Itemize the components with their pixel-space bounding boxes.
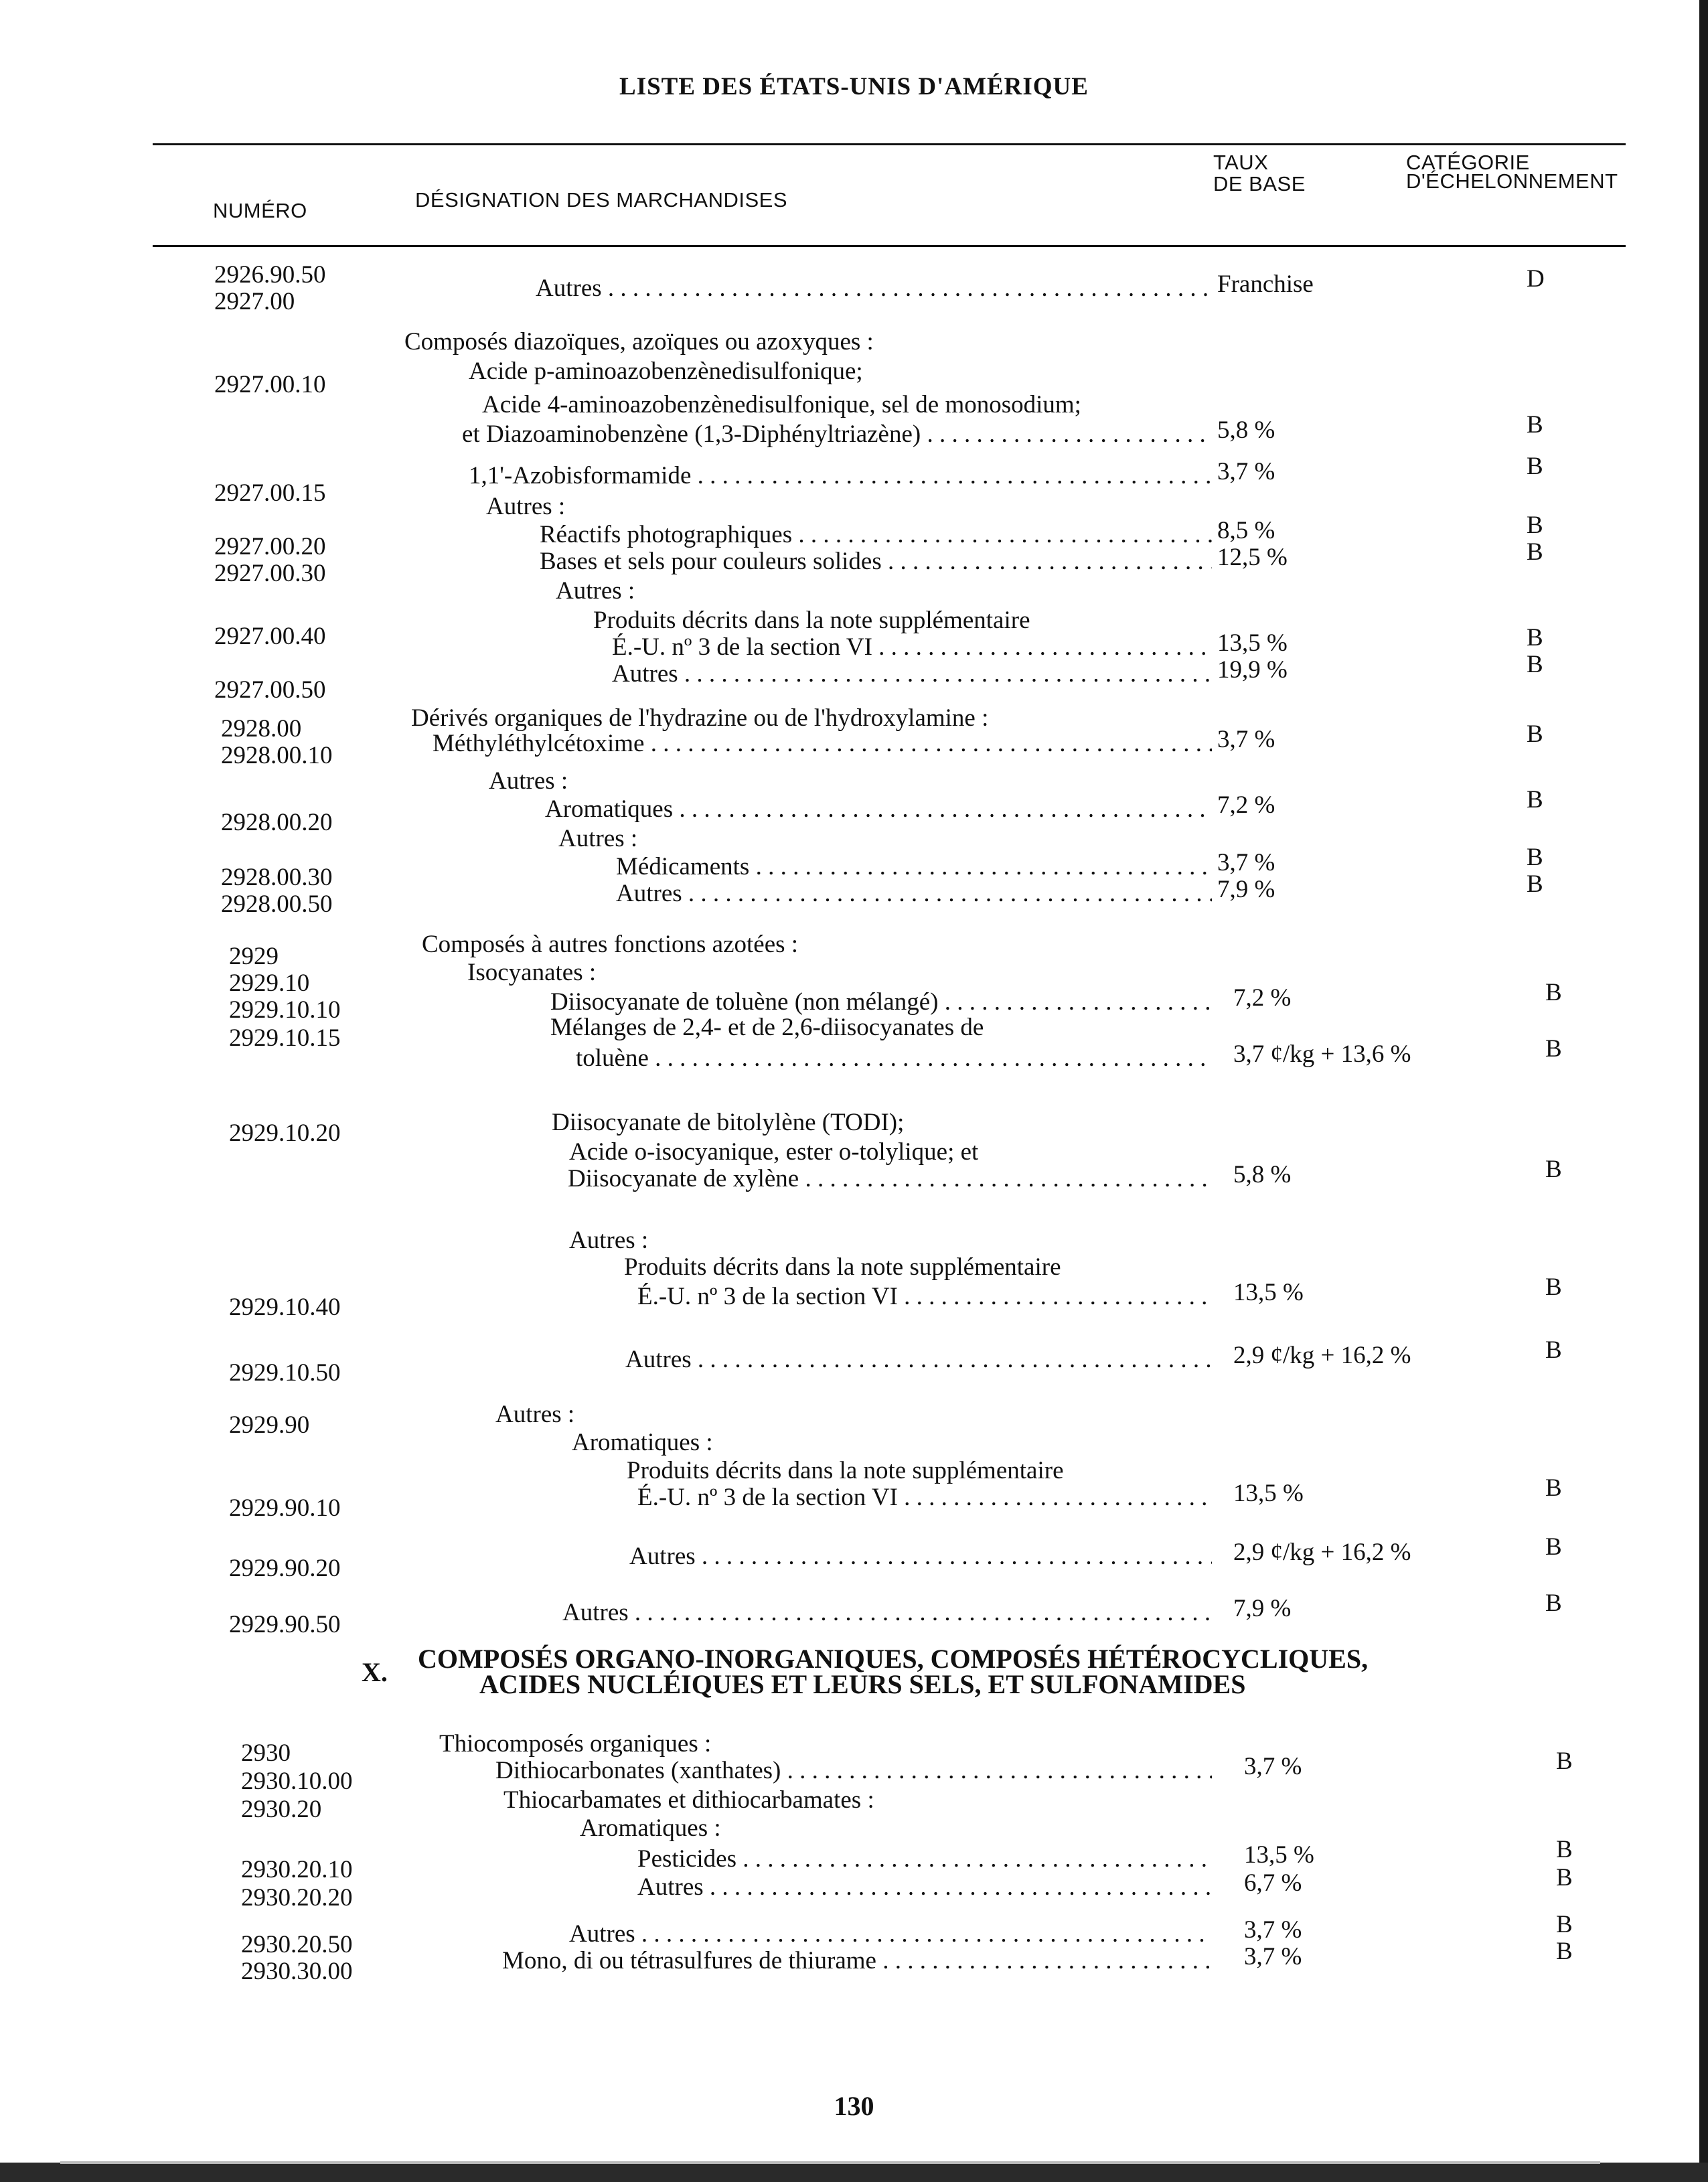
staging-category: B (1556, 1864, 1573, 1891)
tariff-number: 2927.00 (214, 288, 295, 315)
description-text: Acide 4-aminoazobenzènedisulfonique, sel de monosodium; (482, 391, 1081, 418)
goods-description (569, 1920, 1212, 1948)
goods-description (540, 521, 1212, 549)
goods-description (593, 607, 1030, 635)
goods-description (572, 1429, 713, 1457)
description-text: É.-U. nº 3 de la section VI (637, 1484, 898, 1511)
description-text: Autres (616, 880, 682, 907)
base-rate: 3,7 % (1244, 1916, 1302, 1944)
description-text: Mono, di ou tétrasulfures de thiurame (502, 1947, 876, 1974)
dot-leader (691, 462, 1212, 489)
base-rate: 3,7 % (1217, 726, 1275, 753)
staging-category: B (1545, 1035, 1562, 1063)
dot-leader (749, 853, 1212, 880)
staging-category: B (1527, 651, 1543, 678)
staging-category: B (1527, 538, 1543, 566)
dot-leader (882, 548, 1212, 575)
base-rate: 19,9 % (1217, 656, 1288, 684)
goods-description (489, 767, 568, 795)
description-text: Aromatiques (545, 795, 674, 823)
goods-description (469, 462, 1212, 490)
staging-category: B (1527, 870, 1543, 898)
dot-leader (898, 1283, 1212, 1310)
base-rate: 3,7 ¢/kg + 13,6 % (1233, 1040, 1411, 1068)
staging-category: B (1556, 1911, 1573, 1938)
description-text: et Diazoaminobenzène (1,3-Diphényltriazène) (462, 420, 921, 448)
tariff-number: 2929.90 (229, 1411, 310, 1439)
tariff-number: 2929.90.50 (229, 1611, 341, 1638)
tariff-number: 2930.20.10 (241, 1856, 353, 1883)
dot-leader (799, 1165, 1212, 1192)
dot-leader (736, 1845, 1212, 1873)
tariff-number: 2928.00 (221, 715, 302, 743)
tariff-number: 2929.10.40 (229, 1294, 341, 1321)
goods-description (637, 1484, 1212, 1512)
dot-leader (649, 1044, 1212, 1072)
description-text: Mélanges de 2,4- et de 2,6-diisocyanates de (550, 1014, 984, 1041)
page-edge-bottom (0, 2163, 1708, 2182)
tariff-number: 2930.20.50 (241, 1931, 353, 1958)
dot-leader (682, 880, 1212, 907)
description-text: É.-U. nº 3 de la section VI (637, 1283, 898, 1310)
staging-category: B (1556, 1938, 1573, 1965)
base-rate: 3,7 % (1244, 1943, 1302, 1970)
goods-description (562, 1599, 1212, 1627)
description-text: Autres : (556, 577, 635, 605)
base-rate: 6,7 % (1244, 1869, 1302, 1897)
description-text: Autres (637, 1873, 704, 1901)
goods-description (495, 1757, 1212, 1785)
tariff-number: 2927.00.15 (214, 479, 326, 507)
dot-leader (872, 633, 1212, 661)
dot-leader (792, 521, 1212, 548)
tariff-number: 2929.10.15 (229, 1024, 341, 1052)
tariff-number: 2928.00.30 (221, 864, 333, 891)
goods-description (502, 1947, 1212, 1975)
goods-description (569, 1138, 978, 1166)
base-rate: 2,9 ¢/kg + 16,2 % (1233, 1539, 1411, 1566)
dot-leader (921, 420, 1212, 448)
column-header-categorie-line1: CATÉGORIE (1406, 151, 1530, 174)
base-rate: 13,5 % (1233, 1480, 1304, 1507)
section-title-line1: COMPOSÉS ORGANO-INORGANIQUES, COMPOSÉS HÉTÉROCYCLIQUES, (418, 1644, 1369, 1674)
dot-leader (629, 1599, 1212, 1626)
staging-category: D (1527, 265, 1545, 293)
description-text: Médicaments (616, 853, 750, 880)
goods-description (486, 493, 565, 521)
staging-category: B (1545, 979, 1562, 1006)
goods-description (569, 1227, 648, 1255)
description-text: Bases et sels pour couleurs solides (540, 548, 882, 575)
goods-description (616, 880, 1212, 908)
description-text: Dérivés organiques de l'hydrazine ou de l'hydroxylamine : (411, 704, 989, 732)
goods-description (616, 853, 1212, 881)
description-text: Autres (536, 275, 602, 302)
base-rate: 8,5 % (1217, 517, 1275, 544)
section-title-line2: ACIDES NUCLÉIQUES ET LEURS SELS, ET SULFONAMIDES (479, 1669, 1246, 1699)
goods-description (637, 1873, 1212, 1901)
dot-leader (673, 795, 1212, 823)
tariff-number: 2928.00.20 (221, 809, 333, 836)
dot-leader (898, 1484, 1212, 1511)
tariff-number: 2929.10.50 (229, 1359, 341, 1387)
tariff-number: 2929.10.20 (229, 1119, 341, 1147)
base-rate: 3,7 % (1244, 1753, 1302, 1780)
tariff-number: 2927.00.30 (214, 560, 326, 587)
description-text: Réactifs photographiques (540, 521, 793, 548)
base-rate: 7,2 % (1233, 984, 1292, 1012)
description-text: Autres : (569, 1227, 649, 1254)
goods-description (467, 959, 596, 987)
goods-description (568, 1165, 1212, 1193)
staging-category: B (1545, 1589, 1562, 1617)
section-label: X. (362, 1657, 388, 1687)
description-text: Autres (569, 1920, 635, 1948)
description-text: toluène (576, 1044, 649, 1072)
dot-leader (644, 730, 1212, 757)
goods-description (550, 988, 1212, 1016)
tariff-number: 2930.30.00 (241, 1958, 353, 1985)
page-edge-right (1699, 0, 1708, 2182)
tariff-number: 2930.10.00 (241, 1768, 353, 1795)
column-header-categorie-line2: D'ÉCHELONNEMENT (1406, 169, 1618, 193)
goods-description (503, 1786, 874, 1814)
staging-category: B (1556, 1747, 1573, 1775)
staging-category: B (1527, 786, 1543, 813)
tariff-number: 2930.20 (241, 1796, 322, 1823)
tariff-number: 2927.00.10 (214, 371, 326, 398)
base-rate: 3,7 % (1217, 458, 1275, 485)
goods-description (637, 1283, 1212, 1311)
tariff-number: 2929.10 (229, 969, 310, 997)
description-text: Thiocarbamates et dithiocarbamates : (503, 1786, 874, 1814)
description-text: Autres : (558, 825, 638, 852)
tariff-number: 2928.00.50 (221, 890, 333, 918)
goods-description (536, 275, 1212, 303)
goods-description (552, 1109, 904, 1137)
base-rate: 3,7 % (1217, 849, 1275, 876)
description-text: Produits décrits dans la note supplémentaire (593, 607, 1030, 634)
description-text: Isocyanates : (467, 959, 597, 986)
page-title: LISTE DES ÉTATS-UNIS D'AMÉRIQUE (619, 73, 1089, 100)
goods-description (422, 931, 798, 959)
base-rate: 2,9 ¢/kg + 16,2 % (1233, 1342, 1411, 1369)
base-rate: 7,2 % (1217, 791, 1275, 819)
staging-category: B (1545, 1474, 1562, 1502)
goods-description (404, 328, 874, 356)
dot-leader (692, 1346, 1212, 1373)
description-text: Dithiocarbonates (xanthates) (495, 1757, 781, 1784)
goods-description (433, 730, 1212, 758)
staging-category: B (1527, 453, 1543, 480)
description-text: É.-U. nº 3 de la section VI (612, 633, 872, 661)
description-text: Produits décrits dans la note supplémentaire (627, 1457, 1064, 1484)
description-text: Autres (612, 660, 678, 688)
description-text: Autres : (486, 493, 566, 520)
base-rate: 5,8 % (1233, 1161, 1292, 1188)
goods-description (545, 795, 1212, 824)
dot-leader (876, 1947, 1212, 1974)
staging-category: B (1556, 1836, 1573, 1863)
goods-description (439, 1730, 711, 1758)
tariff-number: 2929.90.10 (229, 1494, 341, 1522)
tariff-number: 2929.90.20 (229, 1555, 341, 1582)
goods-description (637, 1845, 1212, 1873)
base-rate: 13,5 % (1217, 629, 1288, 657)
page-number: 130 (834, 2091, 874, 2121)
tariff-number: 2929 (229, 943, 279, 970)
column-header-designation: DÉSIGNATION DES MARCHANDISES (415, 188, 788, 212)
tariff-number: 2926.90.50 (214, 261, 326, 289)
description-text: Autres (625, 1346, 692, 1373)
description-text: Autres (562, 1599, 629, 1626)
tariff-number: 2930.20.20 (241, 1884, 353, 1912)
goods-description (629, 1543, 1212, 1571)
goods-description (411, 704, 988, 732)
base-rate: 12,5 % (1217, 544, 1288, 571)
dot-leader (704, 1873, 1212, 1901)
goods-description (469, 358, 863, 386)
tariff-number: 2929.10.10 (229, 996, 341, 1024)
goods-description (624, 1253, 1061, 1281)
staging-category: B (1527, 411, 1543, 439)
base-rate: 7,9 % (1233, 1595, 1292, 1622)
staging-category: B (1527, 844, 1543, 871)
goods-description (540, 548, 1212, 576)
base-rate: 13,5 % (1244, 1841, 1314, 1869)
staging-category: B (1545, 1533, 1562, 1561)
base-rate: Franchise (1217, 270, 1314, 298)
goods-description (580, 1814, 721, 1843)
column-header-taux-line2: DE BASE (1213, 172, 1306, 196)
staging-category: B (1527, 624, 1543, 651)
base-rate: 5,8 % (1217, 416, 1275, 444)
staging-category: B (1545, 1156, 1562, 1183)
goods-description (576, 1044, 1212, 1073)
description-text: Méthyléthylcétoxime (433, 730, 645, 757)
staging-category: B (1545, 1336, 1562, 1364)
column-header-numero: NUMÉRO (213, 199, 307, 222)
dot-leader (696, 1543, 1212, 1570)
description-text: Autres : (495, 1401, 575, 1428)
goods-description (495, 1401, 574, 1429)
description-text: Aromatiques : (572, 1429, 713, 1456)
description-text: Pesticides (637, 1845, 736, 1873)
tariff-number: 2927.00.20 (214, 533, 326, 560)
base-rate: 7,9 % (1217, 876, 1275, 903)
dot-leader (781, 1757, 1212, 1784)
goods-description (556, 577, 635, 605)
goods-description (627, 1457, 1064, 1485)
dot-leader (678, 660, 1212, 688)
goods-description (558, 825, 637, 853)
tariff-number: 2927.00.50 (214, 676, 326, 704)
staging-category: B (1527, 720, 1543, 748)
staging-category: B (1545, 1273, 1562, 1301)
description-text: Acide o-isocyanique, ester o-tolylique; et (569, 1138, 979, 1166)
description-text: Autres : (489, 767, 568, 795)
description-text: Produits décrits dans la note supplémentaire (624, 1253, 1061, 1281)
goods-description (612, 660, 1212, 688)
base-rate: 13,5 % (1233, 1279, 1304, 1306)
goods-description (612, 633, 1212, 661)
staging-category: B (1527, 512, 1543, 539)
tariff-number: 2930 (241, 1739, 291, 1767)
description-text: Aromatiques : (580, 1814, 721, 1842)
goods-description (625, 1346, 1212, 1374)
description-text: Composés diazoïques, azoïques ou azoxyques : (404, 328, 874, 356)
dot-leader (635, 1920, 1212, 1948)
tariff-number: 2927.00.40 (214, 623, 326, 650)
tariff-number: 2928.00.10 (221, 742, 333, 769)
description-text: 1,1'-Azobisformamide (469, 462, 692, 489)
description-text: Acide p-aminoazobenzènedisulfonique; (469, 358, 863, 385)
dot-leader (938, 988, 1212, 1016)
description-text: Diisocyanate de toluène (non mélangé) (550, 988, 939, 1016)
description-text: Thiocomposés organiques : (439, 1730, 712, 1758)
description-text: Diisocyanate de xylène (568, 1165, 799, 1192)
page-edge-bottom-highlight (60, 2161, 1600, 2164)
description-text: Autres (629, 1543, 696, 1570)
goods-description (550, 1014, 984, 1042)
goods-description (462, 420, 1212, 449)
column-header-taux-line1: TAUX (1213, 151, 1269, 174)
goods-description (482, 391, 1081, 419)
description-text: Diisocyanate de bitolylène (TODI); (552, 1109, 905, 1136)
dot-leader (602, 275, 1212, 302)
description-text: Composés à autres fonctions azotées : (422, 931, 799, 958)
